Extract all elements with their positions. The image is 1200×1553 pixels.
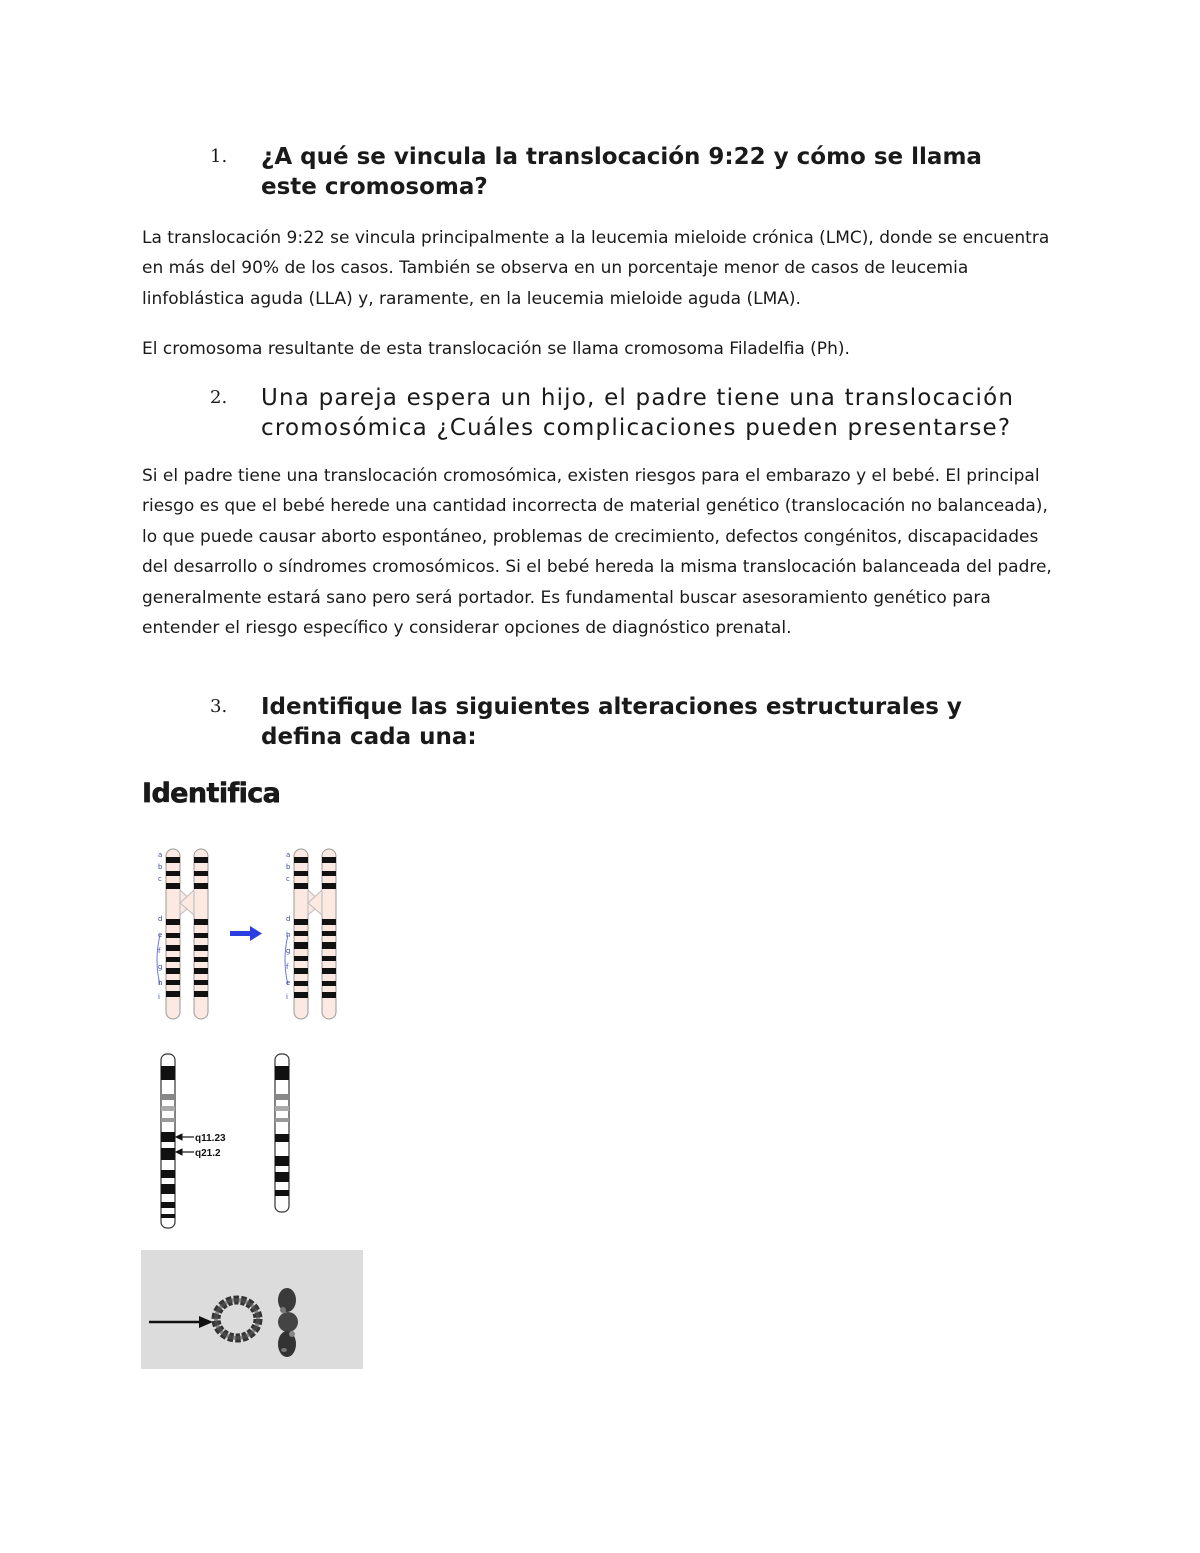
band-label: h: [286, 931, 291, 939]
band-label: c: [158, 875, 162, 883]
question-3: [210, 692, 1030, 752]
question-text: Una pareja espera un hijo, el padre tiene una translocación cromosómica ¿Cuáles complicaciones pueden presentarse?: [261, 385, 1015, 441]
arrow-icon: [230, 926, 262, 941]
locus-label: q11.23: [195, 1133, 226, 1144]
band-label: g: [158, 963, 163, 971]
locus-label: q21.2: [195, 1148, 221, 1159]
band-label: i: [158, 993, 160, 1001]
band-label: d: [286, 915, 291, 923]
band-label: h: [158, 979, 163, 987]
band-label: a: [158, 851, 163, 859]
question-number: 1.: [210, 146, 228, 167]
band-label: g: [286, 947, 291, 955]
question-text: Identifique las siguientes alteraciones estructurales y defina cada una:: [261, 694, 962, 750]
band-label: b: [158, 863, 163, 871]
band-label: i: [286, 993, 288, 1001]
chromosome-pair-inverted: [285, 849, 336, 1019]
chromosome-pair-original: [157, 849, 208, 1019]
question-1: [210, 142, 1030, 202]
band-label: d: [158, 915, 163, 923]
band-label: a: [286, 851, 291, 859]
band-label: f: [286, 963, 289, 971]
question-number: 3.: [210, 696, 228, 717]
answer-paragraph-3: Si el padre tiene una translocación cromosómica, existen riesgos para el embarazo y el bebé. El principal riesgo es que el bebé herede una cantidad incorrecta de material genético (translocación no balanceada), lo que puede causar aborto espontáneo, problemas de crecimiento, defectos congénitos, discapacidades del desarrollo o síndromes cromosómicos. Si el bebé hereda la misma translocación balanceada del padre, generalmente estará sano pero será portador. Es fundamental buscar asesoramiento genético para entender el riesgo específico y considerar opciones de diagnóstico prenatal.: [142, 466, 1052, 639]
answer-paragraph-2: El cromosoma resultante de esta translocación se llama cromosoma Filadelfia (Ph).: [142, 339, 850, 359]
normal-chromosome: [278, 1288, 298, 1357]
band-label: e: [286, 979, 291, 987]
band-label: e: [158, 931, 163, 939]
deletion-figure: [150, 1050, 310, 1232]
locus-arrows: [176, 1134, 194, 1155]
answer-paragraph-1: La translocación 9:22 se vincula principalmente a la leucemia mieloide crónica (LMC), donde se encuentra en más del 90% de los casos. También se observa en un porcentaje menor de casos de leucemia linfoblástica aguda (LLA) y, raramente, en la leucemia mieloide aguda (LMA).: [142, 228, 1050, 309]
section-heading: Identifica: [142, 778, 281, 809]
inversion-figure: [150, 845, 350, 1025]
band-label: f: [158, 947, 161, 955]
question-2: [210, 383, 1030, 443]
band-label: c: [286, 875, 290, 883]
band-label: b: [286, 863, 291, 871]
question-text: ¿A qué se vincula la translocación 9:22 y cómo se llama este cromosoma?: [261, 144, 982, 200]
ideogram-deleted: [275, 1054, 289, 1212]
question-number: 2.: [210, 387, 228, 408]
ring-chromosome-photo: [141, 1250, 363, 1369]
ideogram-normal: [161, 1054, 175, 1228]
